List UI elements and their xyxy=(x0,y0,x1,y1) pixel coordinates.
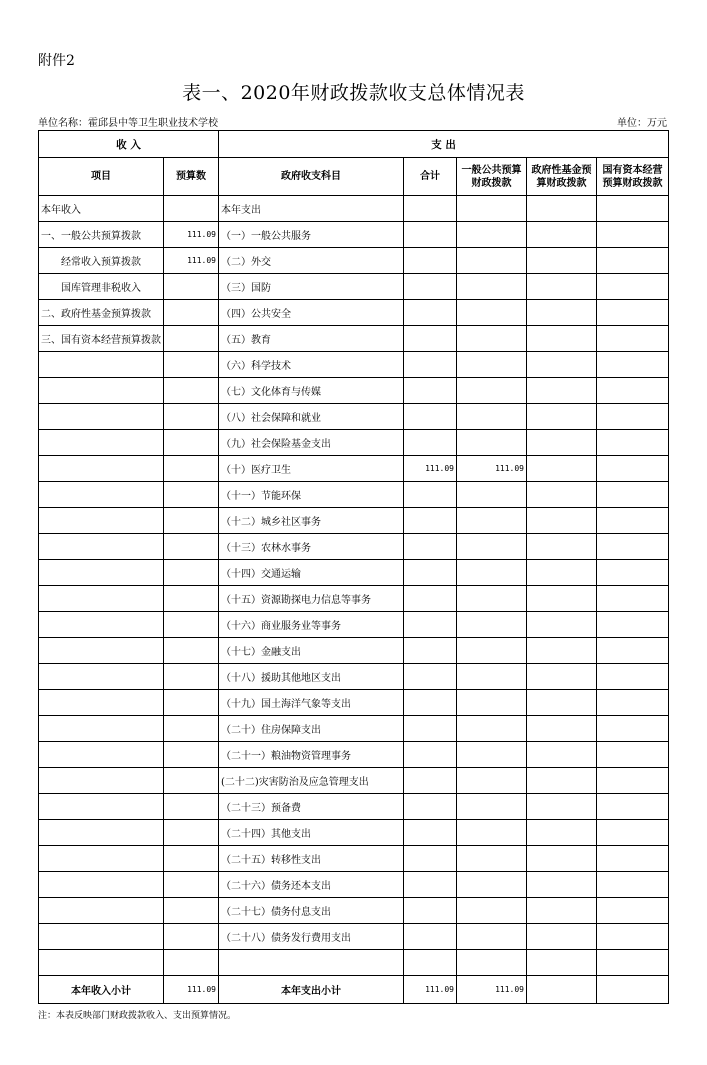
cell-item xyxy=(39,716,164,742)
cell-state xyxy=(597,352,669,378)
table-row xyxy=(39,872,669,898)
cell-subject: （二十六）债务还本支出 xyxy=(219,872,404,898)
cell-general: 111.09 xyxy=(457,456,527,482)
cell-fund xyxy=(527,560,597,586)
cell-fund xyxy=(527,664,597,690)
cell-budget xyxy=(164,872,219,898)
cell-fund xyxy=(527,456,597,482)
cell-item xyxy=(39,378,164,404)
cell-fund xyxy=(527,248,597,274)
expense-subtotal-fund xyxy=(527,976,597,1004)
expense-subtotal-state xyxy=(597,976,669,1004)
cell-state xyxy=(597,534,669,560)
cell-fund xyxy=(527,768,597,794)
table-row xyxy=(39,430,669,456)
cell-item xyxy=(39,508,164,534)
cell-state xyxy=(597,586,669,612)
cell-general xyxy=(457,430,527,456)
table-row xyxy=(39,352,669,378)
cell-total xyxy=(404,768,457,794)
cell-fund xyxy=(527,846,597,872)
cell-total xyxy=(404,586,457,612)
cell-item xyxy=(39,586,164,612)
cell-budget xyxy=(164,560,219,586)
cell-total xyxy=(404,742,457,768)
cell-budget xyxy=(164,482,219,508)
cell-subject: （六）科学技术 xyxy=(219,352,404,378)
cell-budget xyxy=(164,664,219,690)
cell-total xyxy=(404,872,457,898)
cell-fund xyxy=(527,508,597,534)
cell-total xyxy=(404,924,457,950)
cell-general xyxy=(457,742,527,768)
cell-state xyxy=(597,768,669,794)
cell-general xyxy=(457,898,527,924)
cell-total xyxy=(404,716,457,742)
cell-subject: （十二）城乡社区事务 xyxy=(219,508,404,534)
cell-total xyxy=(404,690,457,716)
currency-unit-label: 单位：万元 xyxy=(617,118,667,129)
cell-item xyxy=(39,872,164,898)
cell-item xyxy=(39,768,164,794)
col-header-subject: 政府收支科目 xyxy=(219,158,404,196)
cell-budget xyxy=(164,352,219,378)
cell-fund xyxy=(527,352,597,378)
cell-item xyxy=(39,352,164,378)
cell-total xyxy=(404,274,457,300)
cell-total xyxy=(404,846,457,872)
cell-total xyxy=(404,534,457,560)
cell-item xyxy=(39,742,164,768)
table-row xyxy=(39,534,669,560)
income-subtotal-value: 111.09 xyxy=(164,976,219,1004)
cell-subject: （二十三）预备费 xyxy=(219,794,404,820)
cell-subject: （十四）交通运输 xyxy=(219,560,404,586)
table-row xyxy=(39,196,669,222)
cell-state xyxy=(597,196,669,222)
cell-subject: （二）外交 xyxy=(219,248,404,274)
cell-state xyxy=(597,248,669,274)
cell-fund xyxy=(527,196,597,222)
expense-subtotal-general: 111.09 xyxy=(457,976,527,1004)
cell-state xyxy=(597,482,669,508)
cell-item: 三、国有资本经营预算拨款 xyxy=(39,326,164,352)
table-row xyxy=(39,820,669,846)
cell-state xyxy=(597,716,669,742)
cell-general xyxy=(457,872,527,898)
cell-total: 111.09 xyxy=(404,456,457,482)
cell-fund xyxy=(527,482,597,508)
totals-row xyxy=(39,976,669,1004)
cell-item: 国库管理非税收入 xyxy=(39,274,164,300)
cell-total xyxy=(404,248,457,274)
cell-subject: （五）教育 xyxy=(219,326,404,352)
table-row xyxy=(39,222,669,248)
cell-general xyxy=(457,378,527,404)
cell-budget xyxy=(164,820,219,846)
cell-general xyxy=(457,638,527,664)
cell-total xyxy=(404,196,457,222)
table-row xyxy=(39,612,669,638)
col-header-total: 合计 xyxy=(404,158,457,196)
cell-total xyxy=(404,326,457,352)
cell-fund xyxy=(527,872,597,898)
header-row-columns xyxy=(39,158,669,196)
cell-fund xyxy=(527,326,597,352)
cell-fund xyxy=(527,638,597,664)
cell-general xyxy=(457,586,527,612)
cell-fund xyxy=(527,794,597,820)
cell-item xyxy=(39,534,164,560)
cell-subject: （四）公共安全 xyxy=(219,300,404,326)
cell-state xyxy=(597,326,669,352)
cell-state xyxy=(597,456,669,482)
cell-budget xyxy=(164,404,219,430)
cell-state xyxy=(597,664,669,690)
cell-state xyxy=(597,794,669,820)
cell-fund xyxy=(527,950,597,976)
cell-state xyxy=(597,742,669,768)
cell-item xyxy=(39,404,164,430)
cell-state xyxy=(597,612,669,638)
cell-state xyxy=(597,820,669,846)
cell-budget xyxy=(164,378,219,404)
cell-item: 一、一般公共预算拨款 xyxy=(39,222,164,248)
cell-total xyxy=(404,300,457,326)
cell-fund xyxy=(527,378,597,404)
cell-fund xyxy=(527,222,597,248)
cell-budget xyxy=(164,196,219,222)
table-row xyxy=(39,300,669,326)
cell-subject: （九）社会保险基金支出 xyxy=(219,430,404,456)
table-row xyxy=(39,898,669,924)
cell-state xyxy=(597,222,669,248)
cell-budget: 111.09 xyxy=(164,222,219,248)
cell-budget xyxy=(164,924,219,950)
cell-item xyxy=(39,560,164,586)
cell-item xyxy=(39,924,164,950)
table-row xyxy=(39,768,669,794)
cell-total xyxy=(404,794,457,820)
cell-fund xyxy=(527,898,597,924)
cell-total xyxy=(404,664,457,690)
cell-subject: (二十二)灾害防治及应急管理支出 xyxy=(219,768,404,794)
table-row xyxy=(39,456,669,482)
cell-subject: （二十七）债务付息支出 xyxy=(219,898,404,924)
cell-state xyxy=(597,950,669,976)
cell-item: 经常收入预算拨款 xyxy=(39,248,164,274)
cell-budget xyxy=(164,300,219,326)
cell-subject: （十）医疗卫生 xyxy=(219,456,404,482)
cell-fund xyxy=(527,742,597,768)
cell-subject: （十一）节能环保 xyxy=(219,482,404,508)
table-row xyxy=(39,560,669,586)
cell-general xyxy=(457,794,527,820)
expense-subtotal-label: 本年支出小计 xyxy=(219,976,404,1004)
cell-general xyxy=(457,300,527,326)
cell-fund xyxy=(527,534,597,560)
cell-general xyxy=(457,560,527,586)
cell-total xyxy=(404,508,457,534)
cell-general xyxy=(457,612,527,638)
cell-item xyxy=(39,482,164,508)
cell-fund xyxy=(527,716,597,742)
cell-item xyxy=(39,950,164,976)
cell-item xyxy=(39,664,164,690)
cell-total xyxy=(404,560,457,586)
table-row xyxy=(39,508,669,534)
table-row xyxy=(39,846,669,872)
cell-general xyxy=(457,248,527,274)
cell-subject: （二十五）转移性支出 xyxy=(219,846,404,872)
cell-subject: （十七）金融支出 xyxy=(219,638,404,664)
cell-budget xyxy=(164,508,219,534)
table-row xyxy=(39,482,669,508)
cell-general xyxy=(457,508,527,534)
cell-budget xyxy=(164,612,219,638)
cell-subject xyxy=(219,950,404,976)
cell-budget xyxy=(164,456,219,482)
cell-item xyxy=(39,794,164,820)
cell-state xyxy=(597,378,669,404)
cell-fund xyxy=(527,690,597,716)
cell-state xyxy=(597,404,669,430)
cell-general xyxy=(457,352,527,378)
footnote: 注：本表反映部门财政拨款收入、支出预算情况。 xyxy=(38,1011,237,1021)
cell-item xyxy=(39,690,164,716)
table-row xyxy=(39,924,669,950)
cell-subject: （十六）商业服务业等事务 xyxy=(219,612,404,638)
cell-total xyxy=(404,612,457,638)
table-row xyxy=(39,586,669,612)
table-row xyxy=(39,248,669,274)
cell-subject: （十五）资源勘探电力信息等事务 xyxy=(219,586,404,612)
cell-item xyxy=(39,456,164,482)
cell-state xyxy=(597,924,669,950)
cell-budget xyxy=(164,898,219,924)
cell-subject: （八）社会保障和就业 xyxy=(219,404,404,430)
cell-budget xyxy=(164,716,219,742)
cell-state xyxy=(597,846,669,872)
cell-general xyxy=(457,664,527,690)
cell-subject: （十八）援助其他地区支出 xyxy=(219,664,404,690)
cell-fund xyxy=(527,924,597,950)
table-row xyxy=(39,404,669,430)
cell-total xyxy=(404,378,457,404)
cell-general xyxy=(457,950,527,976)
cell-total xyxy=(404,352,457,378)
cell-general xyxy=(457,690,527,716)
cell-subject: （三）国防 xyxy=(219,274,404,300)
cell-general xyxy=(457,274,527,300)
cell-subject: （七）文化体育与传媒 xyxy=(219,378,404,404)
cell-general xyxy=(457,924,527,950)
cell-general xyxy=(457,716,527,742)
cell-fund xyxy=(527,612,597,638)
cell-state xyxy=(597,638,669,664)
cell-item xyxy=(39,846,164,872)
cell-fund xyxy=(527,820,597,846)
unit-name-label: 单位名称：霍邱县中等卫生职业技术学校 xyxy=(38,118,218,129)
col-header-general-budget: 一般公共预算财政拨款 xyxy=(457,158,527,196)
cell-subject: （二十四）其他支出 xyxy=(219,820,404,846)
cell-fund xyxy=(527,274,597,300)
cell-fund xyxy=(527,300,597,326)
expense-subtotal-total: 111.09 xyxy=(404,976,457,1004)
expense-section-header: 支 出 xyxy=(219,131,669,158)
col-header-state-capital-budget: 国有资本经营预算财政拨款 xyxy=(597,158,669,196)
cell-fund xyxy=(527,430,597,456)
income-section-header: 收 入 xyxy=(39,131,219,158)
cell-state xyxy=(597,300,669,326)
cell-item xyxy=(39,820,164,846)
page-title: 表一、2020年财政拨款收支总体情况表 xyxy=(182,82,525,104)
cell-budget xyxy=(164,586,219,612)
cell-budget xyxy=(164,950,219,976)
cell-state xyxy=(597,560,669,586)
cell-fund xyxy=(527,586,597,612)
cell-item xyxy=(39,638,164,664)
cell-general xyxy=(457,846,527,872)
table-row xyxy=(39,794,669,820)
income-subtotal-label: 本年收入小计 xyxy=(39,976,164,1004)
table-row xyxy=(39,378,669,404)
table-row xyxy=(39,664,669,690)
cell-item xyxy=(39,898,164,924)
cell-total xyxy=(404,950,457,976)
cell-budget xyxy=(164,742,219,768)
cell-budget xyxy=(164,326,219,352)
table-row xyxy=(39,638,669,664)
budget-table xyxy=(38,130,669,1004)
cell-general xyxy=(457,534,527,560)
cell-budget xyxy=(164,690,219,716)
table-row xyxy=(39,326,669,352)
cell-budget: 111.09 xyxy=(164,248,219,274)
cell-state xyxy=(597,898,669,924)
cell-budget xyxy=(164,534,219,560)
cell-total xyxy=(404,430,457,456)
table-row xyxy=(39,690,669,716)
cell-item: 二、政府性基金预算拨款 xyxy=(39,300,164,326)
cell-budget xyxy=(164,794,219,820)
cell-subject: （十九）国土海洋气象等支出 xyxy=(219,690,404,716)
table-row xyxy=(39,742,669,768)
cell-subject: （一）一般公共服务 xyxy=(219,222,404,248)
cell-general xyxy=(457,222,527,248)
col-header-budget: 预算数 xyxy=(164,158,219,196)
header-row-sections xyxy=(39,131,669,158)
cell-subject: （二十）住房保障支出 xyxy=(219,716,404,742)
cell-total xyxy=(404,898,457,924)
col-header-item: 项目 xyxy=(39,158,164,196)
cell-total xyxy=(404,820,457,846)
cell-general xyxy=(457,326,527,352)
cell-general xyxy=(457,404,527,430)
cell-total xyxy=(404,222,457,248)
table-row xyxy=(39,716,669,742)
cell-budget xyxy=(164,846,219,872)
table-row xyxy=(39,950,669,976)
cell-subject: 本年支出 xyxy=(219,196,404,222)
cell-state xyxy=(597,690,669,716)
cell-item xyxy=(39,430,164,456)
cell-budget xyxy=(164,638,219,664)
cell-state xyxy=(597,872,669,898)
cell-state xyxy=(597,508,669,534)
cell-state xyxy=(597,430,669,456)
cell-subject: （二十八）债务发行费用支出 xyxy=(219,924,404,950)
cell-total xyxy=(404,404,457,430)
cell-general xyxy=(457,482,527,508)
cell-fund xyxy=(527,404,597,430)
cell-subject: （十三）农林水事务 xyxy=(219,534,404,560)
cell-total xyxy=(404,482,457,508)
cell-subject: （二十一）粮油物资管理事务 xyxy=(219,742,404,768)
cell-budget xyxy=(164,274,219,300)
cell-general xyxy=(457,196,527,222)
cell-budget xyxy=(164,768,219,794)
cell-state xyxy=(597,274,669,300)
table-row xyxy=(39,274,669,300)
cell-budget xyxy=(164,430,219,456)
col-header-fund-budget: 政府性基金预算财政拨款 xyxy=(527,158,597,196)
cell-item: 本年收入 xyxy=(39,196,164,222)
cell-general xyxy=(457,820,527,846)
attachment-label: 附件2 xyxy=(38,53,75,69)
cell-total xyxy=(404,638,457,664)
cell-general xyxy=(457,768,527,794)
cell-item xyxy=(39,612,164,638)
